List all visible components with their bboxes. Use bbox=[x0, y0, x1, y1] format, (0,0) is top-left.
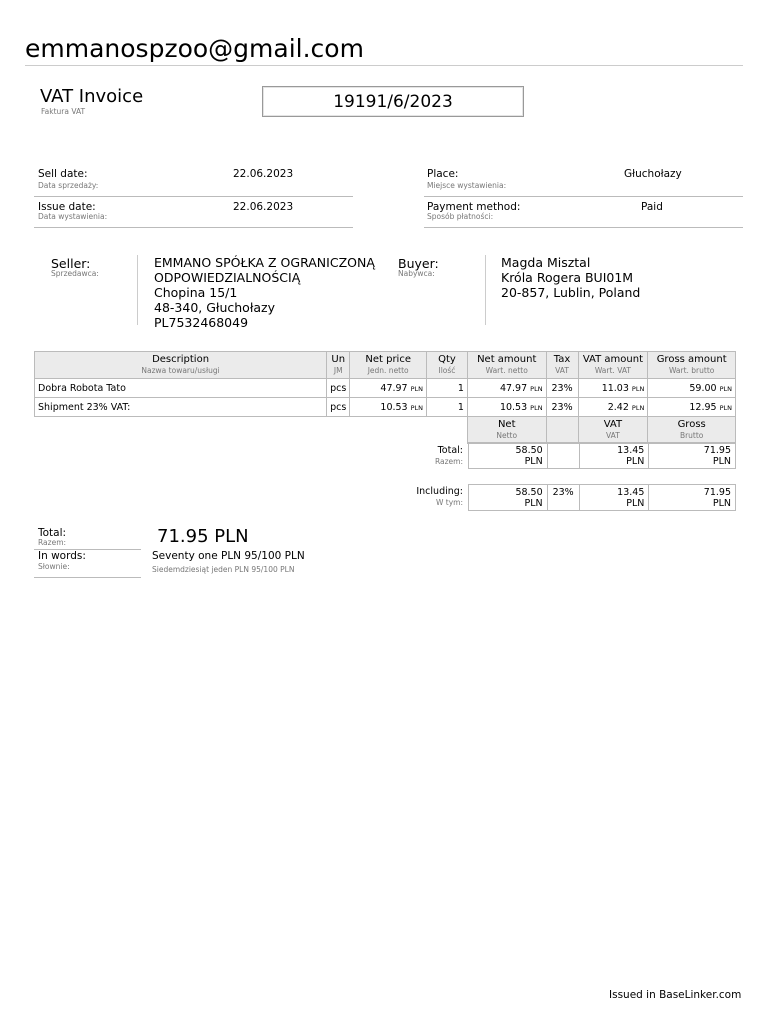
grand-total-sublabel: Razem: bbox=[38, 538, 67, 547]
item-net-price: 10.53 PLN bbox=[350, 398, 427, 417]
document-title-subtitle: Faktura VAT bbox=[41, 107, 86, 116]
item-gross-amount: 12.95 PLN bbox=[648, 398, 736, 417]
sum-header-net: Net Netto bbox=[467, 417, 546, 444]
column-header-qty: Qty Ilość bbox=[427, 352, 468, 379]
place-value: Głuchołazy bbox=[624, 168, 682, 180]
summary-including-table bbox=[468, 484, 736, 511]
item-unit: pcs bbox=[327, 398, 350, 417]
column-header-tax: Tax VAT bbox=[546, 352, 578, 379]
item-net-price: 47.97 PLN bbox=[350, 379, 427, 398]
summary-including-vat: 13.45 PLN bbox=[579, 485, 649, 511]
summary-total-tax bbox=[547, 443, 579, 469]
column-header-net-amount: Net amount Wart. netto bbox=[467, 352, 546, 379]
payment-method-value: Paid bbox=[641, 201, 663, 213]
column-header-gross-amount: Gross amount Wart. brutto bbox=[648, 352, 736, 379]
table-header-row bbox=[35, 352, 736, 379]
footer-issuer: Issued in BaseLinker.com bbox=[609, 989, 742, 1001]
summary-including-tax: 23% bbox=[547, 485, 579, 511]
summary-total-vat: 13.45 PLN bbox=[579, 443, 649, 469]
place-label: Place: bbox=[427, 168, 459, 180]
seller-divider bbox=[137, 255, 138, 325]
seller-sublabel: Sprzedawca: bbox=[51, 269, 99, 278]
sum-header-vat: VAT VAT bbox=[578, 417, 648, 444]
column-header-unit: Un JM bbox=[327, 352, 350, 379]
seller-email: emmanospzoo@gmail.com bbox=[25, 34, 364, 63]
sell-date-divider bbox=[34, 196, 353, 197]
item-qty: 1 bbox=[427, 398, 468, 417]
sum-header-spacer bbox=[35, 417, 468, 444]
grand-total-value: 71.95 PLN bbox=[157, 526, 249, 547]
item-description: Shipment 23% VAT: bbox=[35, 398, 327, 417]
payment-method-sublabel: Sposób płatności: bbox=[427, 212, 494, 221]
item-gross-amount: 59.00 PLN bbox=[648, 379, 736, 398]
document-title: VAT Invoice bbox=[40, 86, 144, 107]
summary-total-table bbox=[468, 442, 736, 469]
sum-header-gross: Gross Brutto bbox=[648, 417, 736, 444]
seller-tax-id: PL7532468049 bbox=[154, 315, 249, 330]
item-net-amount: 47.97 PLN bbox=[467, 379, 546, 398]
issue-date-divider bbox=[34, 227, 353, 228]
place-sublabel: Miejsce wystawienia: bbox=[427, 181, 507, 190]
column-header-net-price: Net price Jedn. netto bbox=[350, 352, 427, 379]
buyer-name: Magda Misztal bbox=[501, 255, 591, 270]
header-divider bbox=[25, 65, 743, 66]
seller-street: Chopina 15/1 bbox=[154, 285, 238, 300]
seller-details bbox=[154, 255, 375, 330]
summary-total-label: Total: Razem: bbox=[434, 445, 463, 466]
in-words-label: In words: bbox=[38, 550, 86, 562]
buyer-city: 20-857, Lublin, Poland bbox=[501, 285, 641, 300]
buyer-divider bbox=[485, 255, 486, 325]
items-table bbox=[34, 351, 736, 444]
item-vat-amount: 2.42 PLN bbox=[578, 398, 648, 417]
buyer-details bbox=[501, 255, 640, 300]
sum-header-tax bbox=[546, 417, 578, 444]
in-words-value-polish: Siedemdziesiąt jeden PLN 95/100 PLN bbox=[152, 565, 295, 574]
buyer-street: Króla Rogera BUI01M bbox=[501, 270, 634, 285]
summary-including-net: 58.50 PLN bbox=[469, 485, 548, 511]
item-unit: pcs bbox=[327, 379, 350, 398]
seller-name-line-2: ODPOWIEDZIALNOŚCIĄ bbox=[154, 270, 301, 285]
item-tax: 23% bbox=[546, 379, 578, 398]
buyer-label: Buyer: bbox=[398, 256, 439, 271]
table-row bbox=[35, 379, 736, 398]
item-net-amount: 10.53 PLN bbox=[467, 398, 546, 417]
item-description: Dobra Robota Tato bbox=[35, 379, 327, 398]
invoice-number: 19191/6/2023 bbox=[262, 86, 524, 117]
column-header-description: Description Nazwa towaru/usługi bbox=[35, 352, 327, 379]
in-words-sublabel: Słownie: bbox=[38, 562, 70, 571]
summary-including-label: Including: W tym: bbox=[416, 486, 463, 507]
sum-header-row bbox=[35, 417, 736, 444]
issue-date-sublabel: Data wystawienia: bbox=[38, 212, 108, 221]
summary-including-gross: 71.95 PLN bbox=[649, 485, 736, 511]
issue-date-label: Issue date: bbox=[38, 201, 96, 213]
summary-total-gross: 71.95 PLN bbox=[649, 443, 736, 469]
item-qty: 1 bbox=[427, 379, 468, 398]
in-words-value: Seventy one PLN 95/100 PLN bbox=[152, 550, 305, 562]
sell-date-label: Sell date: bbox=[38, 168, 88, 180]
item-vat-amount: 11.03 PLN bbox=[578, 379, 648, 398]
seller-label: Seller: bbox=[51, 256, 91, 271]
buyer-sublabel: Nabywca: bbox=[398, 269, 435, 278]
place-divider bbox=[424, 196, 743, 197]
in-words-divider bbox=[34, 577, 141, 578]
seller-city: 48-340, Głuchołazy bbox=[154, 300, 275, 315]
column-header-vat-amount: VAT amount Wart. VAT bbox=[578, 352, 648, 379]
payment-method-label: Payment method: bbox=[427, 201, 521, 213]
item-tax: 23% bbox=[546, 398, 578, 417]
summary-total-net: 58.50 PLN bbox=[469, 443, 548, 469]
sell-date-sublabel: Data sprzedaży: bbox=[38, 181, 99, 190]
issue-date-value: 22.06.2023 bbox=[233, 201, 294, 213]
payment-method-divider bbox=[424, 227, 743, 228]
sell-date-value: 22.06.2023 bbox=[233, 168, 294, 180]
grand-total-label: Total: bbox=[38, 527, 67, 539]
table-row bbox=[35, 398, 736, 417]
seller-name-line-1: EMMANO SPÓŁKA Z OGRANICZONĄ bbox=[154, 255, 375, 270]
